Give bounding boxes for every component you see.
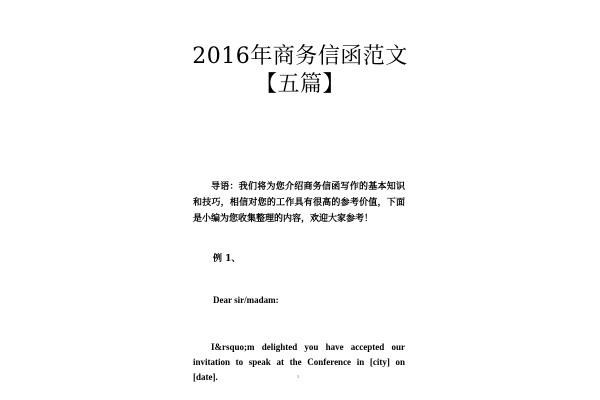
example-label: 例 1、 <box>213 254 241 264</box>
letter-body-paragraph: I&rsquo;m delighted you have accepted our invitation to speak at the Conference in [city] on [date]. <box>193 342 405 382</box>
page-number: 1 <box>297 374 299 379</box>
intro-paragraph: 导语：我们将为您介绍商务信函写作的基本知识和技巧，相信对您的工作具有很高的参考价值，下面是小编为您收集整理的内容，欢迎大家参考！ <box>193 182 405 224</box>
letter-salutation: Dear sir/madam: <box>213 295 279 305</box>
document-title: 2016年商务信函范文【五篇】 <box>192 44 408 97</box>
